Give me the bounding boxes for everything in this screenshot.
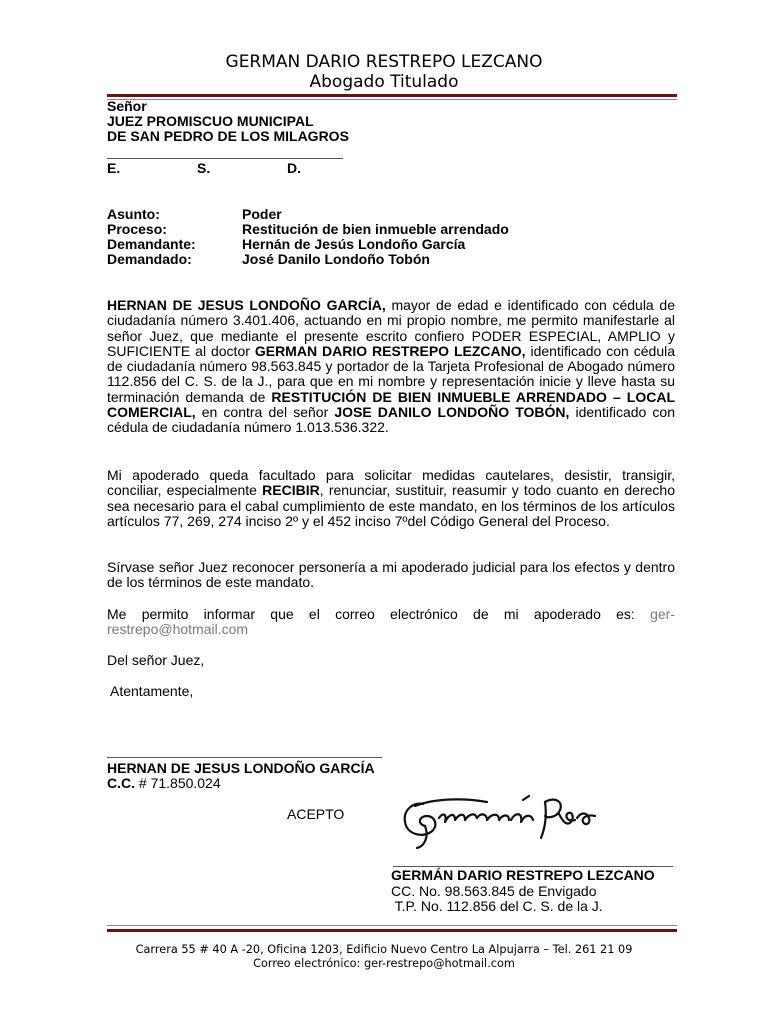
attorney-tp: T.P. No. 112.856 del C. S. de la J. (391, 898, 603, 914)
subject-label-proceso: Proceso: (107, 221, 167, 237)
subject-value-demandante: Hernán de Jesús Londoño García (242, 236, 466, 252)
letterhead-name: GERMAN DARIO RESTREPO LEZCANO (225, 52, 543, 72)
footer-rule-thin (107, 925, 677, 926)
closing-regards: Atentamente, (110, 683, 194, 699)
attorney-signer-name: GERMÁN DARIO RESTREPO LEZCANO (391, 867, 655, 883)
footer-rule (107, 929, 677, 932)
signer-id: C.C. # 71.850.024 (107, 775, 221, 791)
header-rule-thin (107, 99, 677, 100)
handwritten-signature (395, 782, 635, 852)
closing-salutation: Del señor Juez, (107, 652, 205, 668)
header-rule (107, 94, 677, 97)
body-paragraph-2: Mi apoderado queda facultado para solicitar medidas cautelares, desistir, transigir, conciliar, especialmente RECIBIR, renunciar, sustituir, reasumir y todo cuanto en derecho sea necesario para el cabal cumplimiento de este mandato, en los términos de los artículos artículos 77, 269, 274 inciso 2º y el 452 inciso 7ºdel Código General del Proceso. (107, 467, 675, 529)
body-paragraph-4: Me permito informar que el correo electrónico de mi apoderado es: ger-restrepo@hotmail.com (107, 606, 675, 638)
esd-d: D. (287, 160, 301, 176)
subject-value-proceso: Restitución de bien inmueble arrendado (242, 221, 509, 237)
footer-address: Carrera 55 # 40 A -20, Oficina 1203, Edificio Nuevo Centro La Alpujarra – Tel. 261 21 09 (135, 943, 633, 956)
grantor-name: HERNAN DE JESUS LONDOÑO GARCÍA, (107, 297, 386, 313)
body-paragraph-1: HERNAN DE JESUS LONDOÑO GARCÍA, mayor de edad e identificado con cédula de ciudadanía número 3.401.406, actuando en mi propio nombre, me permito manifestarle al señor Juez, que mediante el presente escrito confiero PODER ESPECIAL, AMPLIO y SUFICIENTE al doctor GERMAN DARIO RESTREPO LEZCANO, identificado con cédula de ciudadanía número 98.563.845 y portador de la Tarjeta Profesional de Abogado número 112.856 del C. S. de la J., para que en mi nombre y representación inicie y lleve hasta su terminación demanda de RESTITUCIÓN DE BIEN INMUEBLE ARRENDADO – LOCAL COMERCIAL, en contra del señor JOSE DANILO LONDOÑO TOBÓN, identificado con cédula de ciudadanía número 1.013.536.322. (107, 297, 676, 436)
body-paragraph-3: Sírvase señor Juez reconocer personería a mi apoderado judicial para los efectos y dentro de los términos de este mandato. (107, 559, 675, 591)
signature-line-grantor (107, 757, 382, 758)
letterhead-title: Abogado Titulado (309, 72, 459, 92)
subject-label-demandante: Demandante: (107, 236, 196, 252)
addressee-line-3: DE SAN PEDRO DE LOS MILAGROS (107, 128, 349, 144)
attorney-name: GERMAN DARIO RESTREPO LEZCANO, (254, 342, 526, 359)
addressee-underline (107, 158, 343, 159)
signer-name: HERNAN DE JESUS LONDOÑO GARCÍA (107, 760, 375, 776)
defendant-name: JOSE DANILO LONDOÑO TOBÓN, (334, 404, 570, 421)
footer-email: Correo electrónico: ger-restrepo@hotmail.com (253, 957, 515, 970)
case-type: RESTITUCIÓN DE BIEN INMUEBLE ARRENDADO – LOCAL COMERCIAL, (107, 388, 675, 421)
attorney-cc: CC. No. 98.563.845 de Envigado (391, 883, 597, 899)
subject-value-asunto: Poder (242, 206, 282, 222)
esd-s: S. (197, 160, 211, 176)
subject-label-demandado: Demandado: (107, 251, 192, 267)
subject-value-demandado: José Danilo Londoño Tobón (242, 251, 430, 267)
subject-label-asunto: Asunto: (107, 206, 160, 222)
esd-e: E. (107, 160, 121, 176)
addressee-line-2: JUEZ PROMISCUO MUNICIPAL (107, 113, 314, 129)
attorney-email-link[interactable]: ger-restrepo@hotmail.com (107, 606, 675, 638)
accept-label: ACEPTO (287, 806, 345, 822)
addressee-salutation: Señor (107, 98, 147, 114)
